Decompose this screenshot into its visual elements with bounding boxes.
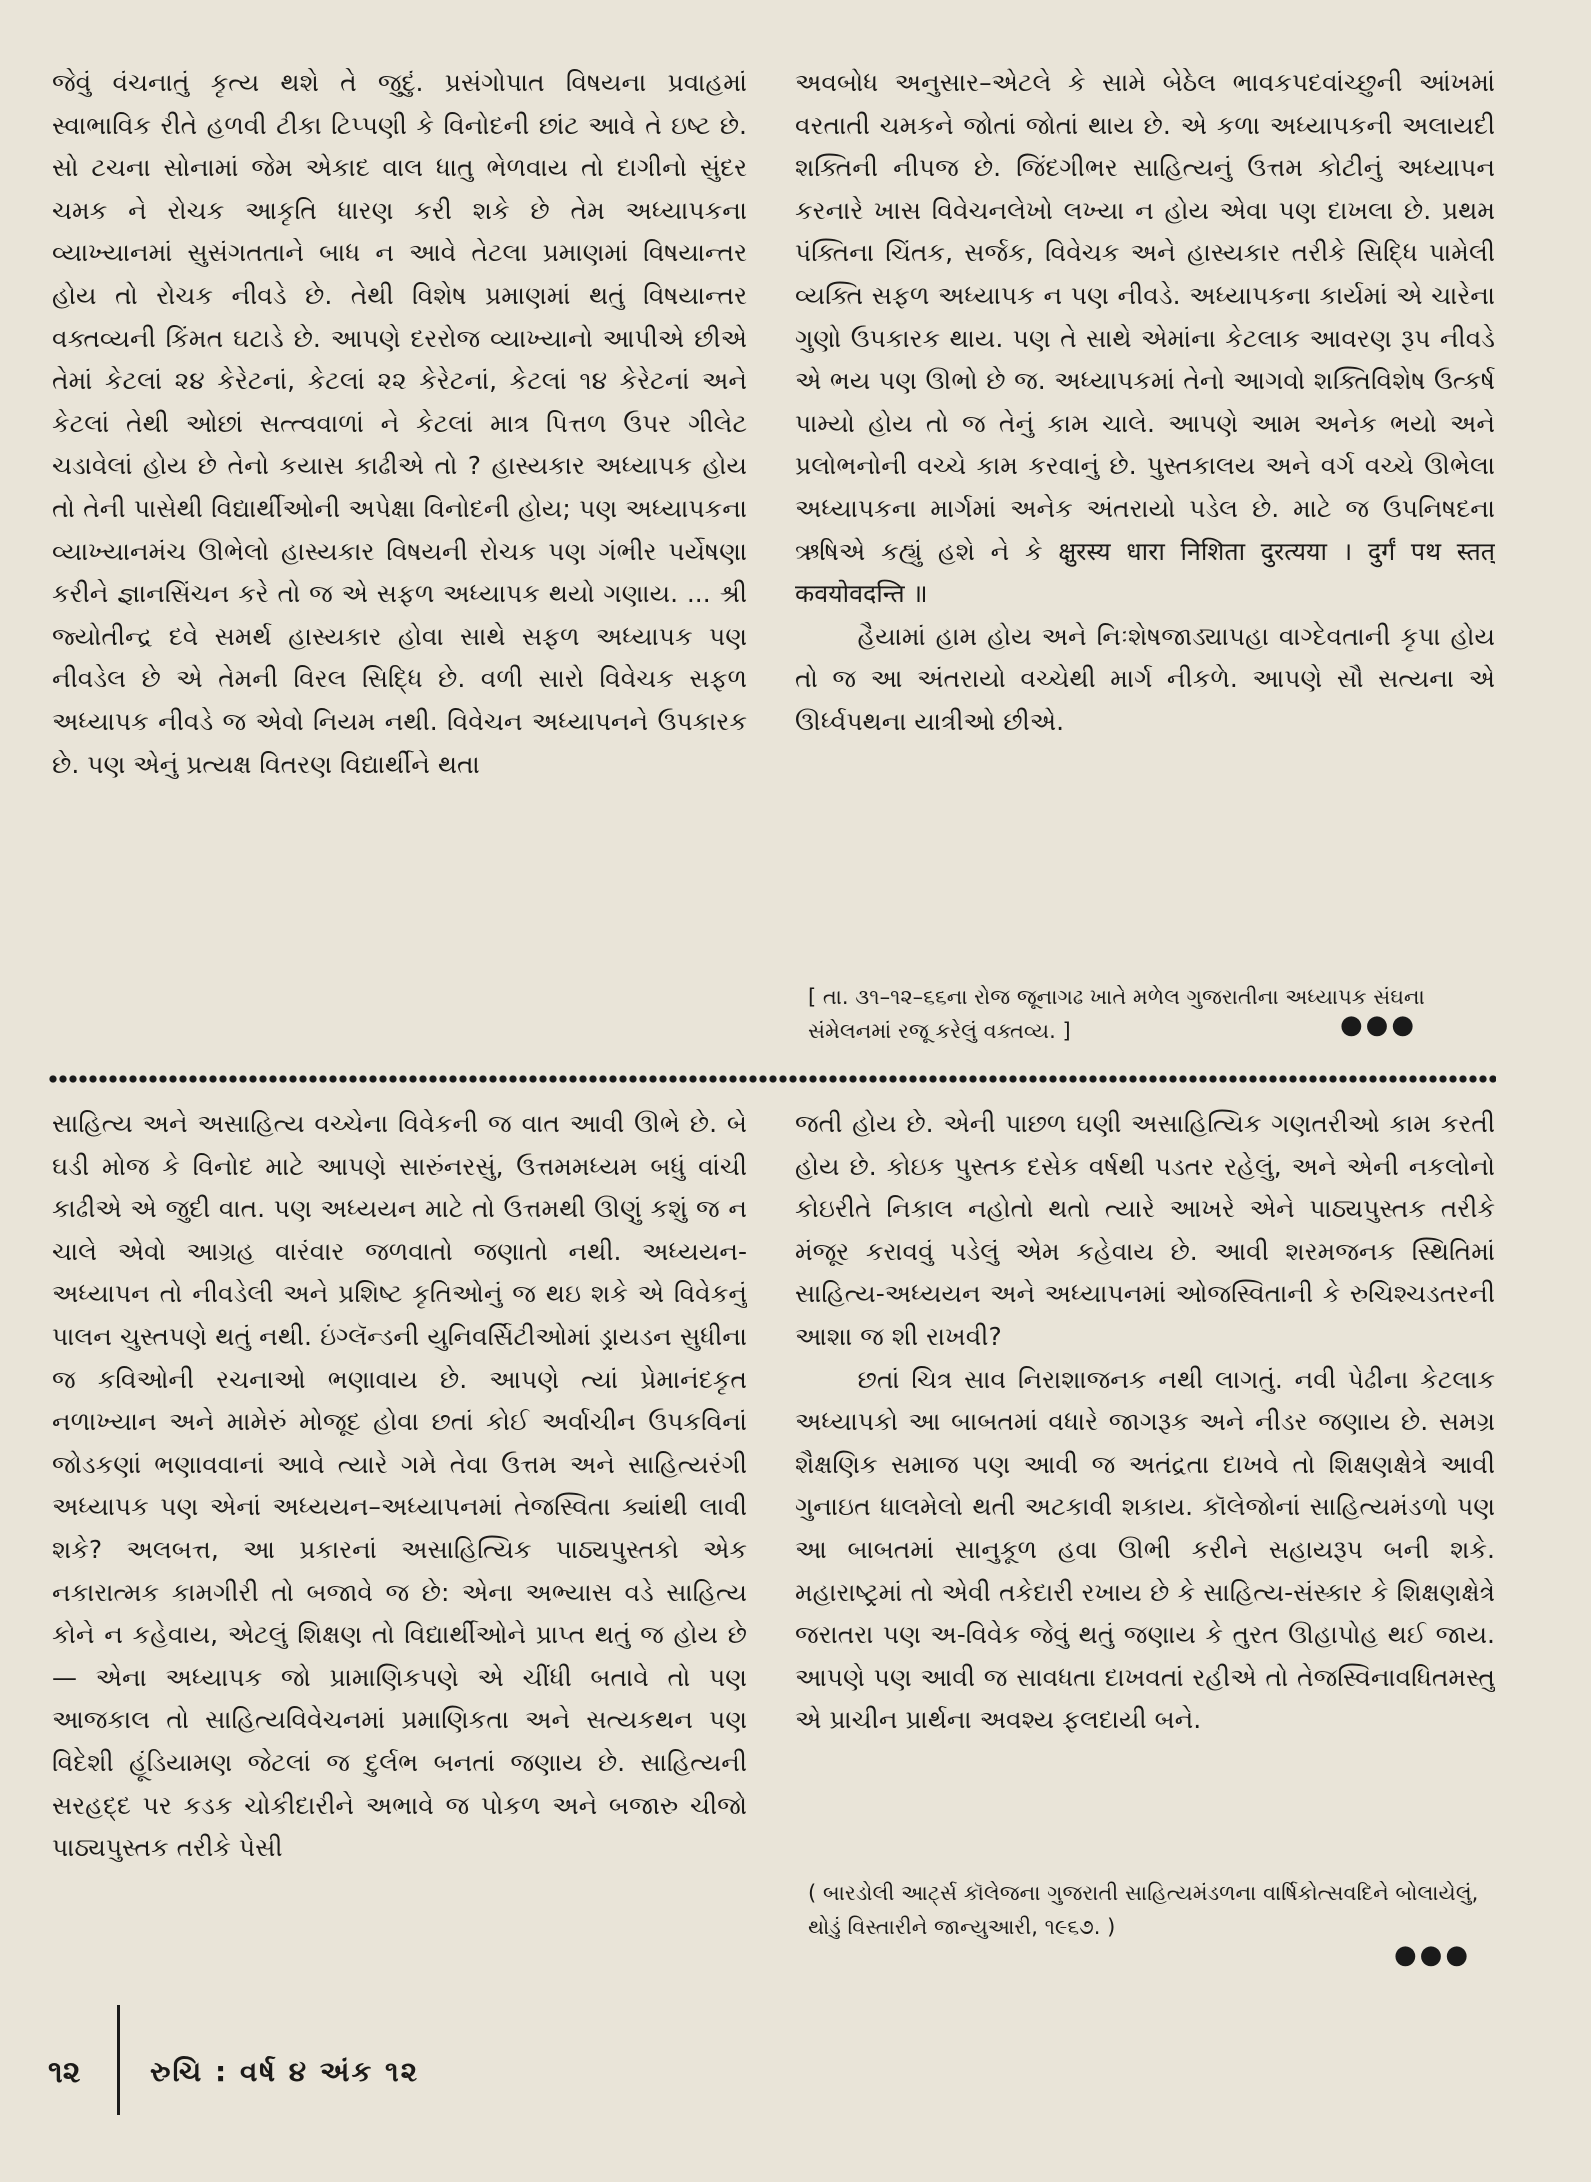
top-left-column: [52, 62, 747, 1060]
page-number: ૧૨: [48, 2055, 81, 2090]
paragraph: હૈયામાં હામ હોય અને નિઃશેષજાડ્યાપહા વાગ્દેવતાની કૃપા હોય તો જ આ અંતરાયો વચ્ચેથી માર્ગ નીકળે. આપણે સૌ સત્યના એ ઊર્ધ્વપથના યાત્રીઓ છીએ.: [795, 621, 1495, 736]
speech-credit: ( બારડોલી આર્ટ્સ કૉલેજના ગુજરાતી સાહિત્યમંડળના વાર્ષિકોત્સવદિને બોલાયેલું, થોડું વિસ્તારીને જાન્યુઆરી, ૧૯૬૭. ): [808, 1881, 1479, 1939]
paragraph: જતી હોય છે. એની પાછળ ઘણી અસાહિત્યિક ગણતરીઓ કામ કરતી હોય છે. કોઇક પુસ્તક દસેક વર્ષથી પડતર રહેલું, અને એની નકલોનો કોઇરીતે નિકાલ નહોતો થતો ત્યારે આખરે એને પાઠ્યપુસ્તક તરીકે મંજૂર કરાવવું પડેલું એમ કહેવાય છે. આવી શરમજનક સ્થિતિમાં સાહિત્ય-અધ્યયન અને અધ્યાપનમાં ઓજસ્વિતાની કે રુચિશ્ચડતરની આશા જ શી રાખવી?: [795, 1109, 1495, 1351]
bottom-right-column: [795, 1103, 1495, 1850]
bottom-left-column: [52, 1103, 747, 1983]
end-dots-ornament: ●●●: [1394, 1940, 1472, 1970]
paragraph: છતાં ચિત્ર સાવ નિરાશાજનક નથી લાગતું. નવી પેઢીના કેટલાક અધ્યાપકો આ બાબતમાં વધારે જાગરૂક અને નીડર જણાય છે. સમગ્ર શૈક્ષણિક સમાજ પણ આવી જ અતંદ્રતા દાખવે તો શિક્ષણક્ષેત્રે આવી ગુનાઇત ધાલમેલો થતી અટકાવી શકાય. કૉલેજોનાં સાહિત્યમંડળો પણ આ બાબતમાં સાનુકૂળ હવા ઊભી કરીને સહાયરૂપ બની શકે. મહારાષ્ટ્રમાં તો એવી તકેદારી રખાય છે કે સાહિત્ય-સંસ્કાર કે શિક્ષણક્ષેત્રે જરાતરા પણ અ-વિવેક જેવું થતું જણાય કે તુરત ઊહાપોહ થઈ જાય. આપણે પણ આવી જ સાવધતા દાખવતાં રહીએ તો તેજસ્વિનાવધિતમસ્તુ એ પ્રાચીન પ્રાર્થના અવશ્ય ફલદાયી બને.: [795, 1364, 1495, 1735]
paragraph: અવબોધ અનુસાર–એટલે કે સામે બેઠેલ ભાવકપદવાંચ્છુની આંખમાં વરતાતી ચમકને જોતાં જોતાં થાય છે. એ કળા અધ્યાપકની અલાયદી શક્તિની નીપજ છે. જિંદગીભર સાહિત્યનું ઉત્તમ કોટીનું અધ્યાપન કરનારે ખાસ વિવેચનલેખો લખ્યા ન હોય એવા પણ દાખલા છે. પ્રથમ પંક્તિના ચિંતક, સર્જક, વિવેચક અને હાસ્યકાર તરીકે સિદ્ધિ પામેલી વ્યક્તિ સફળ અધ્યાપક ન પણ નીવડે. અધ્યાપકના કાર્યમાં એ ચારેના ગુણો ઉપકારક થાય. પણ તે સાથે એમાંના કેટલાક આવરણ રૂપ નીવડે એ ભય પણ ઊભો છે જ. અધ્યાપકમાં તેનો આગવો શક્તિવિશેષ ઉત્કર્ષ પામ્યો હોય તો જ તેનું કામ ચાલે. આપણે આમ અનેક ભયો અને પ્રલોભનોની વચ્ચે કામ કરવાનું છે. પુસ્તકાલય અને વર્ગ વચ્ચે ઊભેલા અધ્યાપકના માર્ગમાં અનેક અંતરાયો પડેલ છે. માટે જ ઉપનિષદના ઋષિએ કહ્યું હશે ને કે क्षुरस्य धारा निशिता दुरत्यया । दुर्गं पथ स्तत् कवयोवदन्ति ॥: [795, 68, 1495, 609]
speech-note: [ તા. ૩૧–૧૨–૬૬ના રોજ જૂનાગઢ ખાતે મળેલ ગુજરાતીના અધ્યાપક સંઘના સંમેલનમાં રજૂ કરેલું વક્તવ્ય. ]: [808, 985, 1425, 1043]
section-divider: [48, 1075, 1496, 1083]
magazine-issue-label: રુચિ : વર્ષ ૪ અંક ૧૨: [150, 2055, 420, 2088]
paragraph: સાહિત્ય અને અસાહિત્ય વચ્ચેના વિવેકની જ વાત આવી ઊભે છે. બે ઘડી મોજ કે વિનોદ માટે આપણે સારુંનરસું, ઉત્તમમધ્યમ બધું વાંચી કાઢીએ એ જુદી વાત. પણ અધ્યયન માટે તો ઉત્તમથી ઊણું કશું જ ન ચાલે એવો આગ્રહ વારંવાર જળવાતો જણાતો નથી. અધ્યયન-અધ્યાપન તો નીવડેલી અને પ્રશિષ્ટ કૃતિઓનું જ થઇ શકે એ વિવેકનું પાલન ચુસ્તપણે થતું નથી. ઇંગ્લૅન્ડની યુનિવર્સિટીઓમાં ડ્રાયડન સુધીના જ કવિઓની રચનાઓ ભણાવાય છે. આપણે ત્યાં પ્રેમાનંદકૃત નળાખ્યાન અને મામેરું મોજૂદ હોવા છતાં કોઈ અર્વાચીન ઉપકવિનાં જોડકણાં ભણાવવાનાં આવે ત્યારે ગમે તેવા ઉત્તમ અને સાહિત્યરંગી અધ્યાપક પણ એનાં અધ્યયન–અધ્યાપનમાં તેજસ્વિતા ક્યાંથી લાવી શકે? અલબત્ત, આ પ્રકારનાં અસાહિત્યિક પાઠ્યપુસ્તકો એક નકારાત્મક કામગીરી તો બજાવે જ છે: એના અભ્યાસ વડે સાહિત્ય કોને ન કહેવાય, એટલું શિક્ષણ તો વિદ્યાર્થીઓને પ્રાપ્ત થતું જ હોય છે— એના અધ્યાપક જો પ્રામાણિકપણે એ ચીંધી બતાવે તો પણ આજકાલ તો સાહિત્યવિવેચનમાં પ્રમાણિકતા અને સત્યકથન પણ વિદેશી હૂંડિયામણ જેટલાં જ દુર્લભ બનતાં જણાય છે. સાહિત્યની સરહદ્દ પર કડક ચોકીદારીને અભાવે જ પોકળ અને બજારુ ચીજો પાઠ્યપુસ્તક તરીકે પેસી: [52, 1109, 747, 1863]
paragraph: જેવું વંચનાતું કૃત્ય થશે તે જુદું. પ્રસંગોપાત વિષયના પ્રવાહમાં સ્વાભાવિક રીતે હળવી ટીકા ટિપ્પણી કે વિનોદની છાંટ આવે તે ઇષ્ટ છે. સો ટચના સોનામાં જેમ એકાદ વાલ ધાતુ ભેળવાય તો દાગીનો સુંદર ચમક ને રોચક આકૃતિ ધારણ કરી શકે છે તેમ અધ્યાપકના વ્યાખ્યાનમાં સુસંગતતાને બાધ ન આવે તેટલા પ્રમાણમાં વિષયાન્તર હોય તો રોચક નીવડે છે. તેથી વિશેષ પ્રમાણમાં થતું વિષયાન્તર વક્તવ્યની કિંમત ઘટાડે છે. આપણે દરરોજ વ્યાખ્યાનો આપીએ છીએ તેમાં કેટલાં ૨૪ કેરેટનાં, કેટલાં ૨૨ કેરેટનાં, કેટલાં ૧૪ કેરેટનાં અને કેટલાં તેથી ઓછાં સત્ત્વવાળાં ને કેટલાં માત્ર પિત્તળ ઉપર ગીલેટ ચડાવેલાં હોય છે તેનો કયાસ કાઢીએ તો ? હાસ્યકાર અધ્યાપક હોય તો તેની પાસેથી વિદ્યાર્થીઓની અપેક્ષા વિનોદની હોય; પણ અધ્યાપકના વ્યાખ્યાનમંચ ઊભેલો હાસ્યકાર વિષયની રોચક પણ ગંભીર પર્યેષણા કરીને જ્ઞાનસિંચન કરે તો જ એ સફળ અધ્યાપક થયો ગણાય. ... શ્રી જ્યોતીન્દ્ર દવે સમર્થ હાસ્યકાર હોવા સાથે સફળ અધ્યાપક પણ નીવડેલ છે એ તેમની વિરલ સિદ્ધિ છે. વળી સારો વિવેચક સફળ અધ્યાપક નીવડે જ એવો નિયમ નથી. વિવેચન અધ્યાપનને ઉપકારક છે. પણ એનું પ્રત્યક્ષ વિતરણ વિદ્યાર્થીને થતા: [52, 68, 747, 779]
end-dots-ornament: ●●●: [1340, 1010, 1418, 1040]
footer-rule: [117, 2005, 120, 2115]
top-right-column: [795, 62, 1495, 857]
